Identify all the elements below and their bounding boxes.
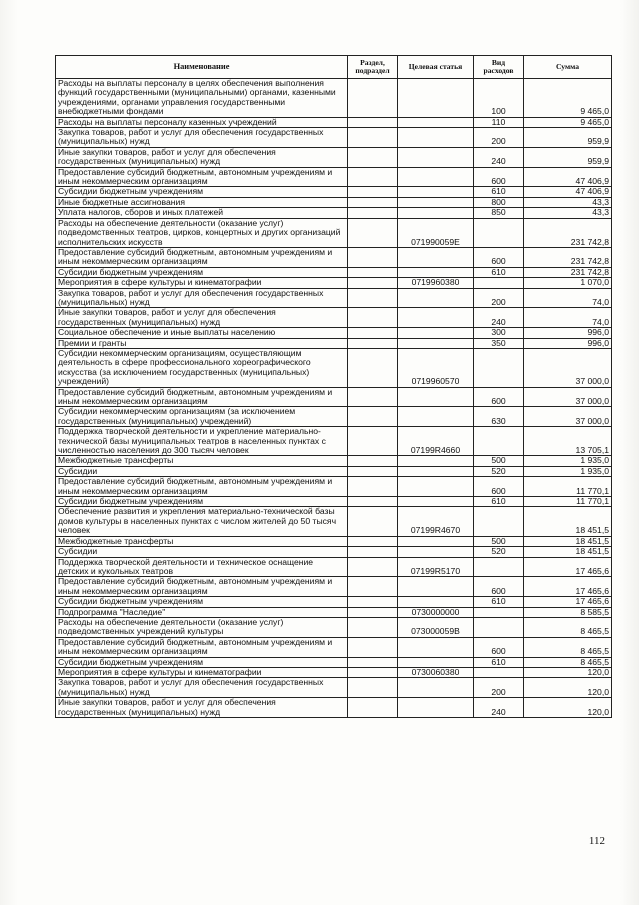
cell-section	[348, 617, 398, 637]
cell-name: Предоставление субсидий бюджетным, автономным учреждениям и иным некоммерческим организациям	[56, 577, 348, 597]
cell-section	[348, 507, 398, 536]
cell-target	[398, 79, 474, 118]
cell-target	[398, 387, 474, 407]
cell-target	[398, 288, 474, 308]
cell-sum: 17 465,6	[524, 597, 612, 607]
page-number: 112	[588, 835, 605, 847]
table-row	[56, 278, 612, 288]
cell-type: 600	[474, 477, 524, 497]
cell-type: 850	[474, 208, 524, 218]
cell-target	[398, 678, 474, 698]
table-row	[56, 466, 612, 476]
cell-target: 0719960380	[398, 278, 474, 288]
cell-sum: 231 742,8	[524, 267, 612, 277]
cell-section	[348, 536, 398, 546]
cell-name: Расходы на обеспечение деятельности (оказание услуг) подведомственных учреждений культуры	[56, 617, 348, 637]
cell-type	[474, 427, 524, 456]
header-sum: Сумма	[524, 56, 612, 79]
cell-sum: 1 935,0	[524, 466, 612, 476]
cell-name: Субсидии бюджетным учреждениям	[56, 497, 348, 507]
cell-sum: 1 070,0	[524, 278, 612, 288]
cell-name: Уплата налогов, сборов и иных платежей	[56, 208, 348, 218]
cell-type: 520	[474, 547, 524, 557]
table-row	[56, 497, 612, 507]
cell-sum: 959,9	[524, 128, 612, 148]
cell-target	[398, 208, 474, 218]
cell-section	[348, 328, 398, 338]
cell-name: Субсидии бюджетным учреждениям	[56, 187, 348, 197]
cell-section	[348, 597, 398, 607]
cell-name: Закупка товаров, работ и услуг для обеспечения государственных (муниципальных) нужд	[56, 678, 348, 698]
cell-sum: 17 465,6	[524, 577, 612, 597]
cell-type: 240	[474, 698, 524, 718]
cell-section	[348, 288, 398, 308]
table-row	[56, 187, 612, 197]
cell-name: Субсидии бюджетным учреждениям	[56, 597, 348, 607]
table-row	[56, 267, 612, 277]
cell-type: 600	[474, 387, 524, 407]
cell-sum: 47 406,9	[524, 167, 612, 187]
table-row	[56, 427, 612, 456]
cell-type: 240	[474, 308, 524, 328]
cell-name: Подпрограмма "Наследие"	[56, 607, 348, 617]
cell-sum: 8 585,5	[524, 607, 612, 617]
table-row	[56, 607, 612, 617]
cell-section	[348, 387, 398, 407]
cell-sum: 231 742,8	[524, 218, 612, 247]
cell-section	[348, 208, 398, 218]
table-row	[56, 557, 612, 577]
cell-target	[398, 547, 474, 557]
cell-sum: 120,0	[524, 678, 612, 698]
cell-target: 0719960570	[398, 348, 474, 387]
cell-section	[348, 187, 398, 197]
cell-target	[398, 698, 474, 718]
cell-section	[348, 657, 398, 667]
cell-name: Предоставление субсидий бюджетным, автономным учреждениям и иным некоммерческим организациям	[56, 167, 348, 187]
cell-target	[398, 247, 474, 267]
cell-type	[474, 667, 524, 677]
cell-section	[348, 667, 398, 677]
header-type: Вид расходов	[474, 56, 524, 79]
table-row	[56, 637, 612, 657]
header-section: Раздел, подраздел	[348, 56, 398, 79]
cell-target	[398, 267, 474, 277]
cell-section	[348, 167, 398, 187]
cell-name: Субсидии бюджетным учреждениям	[56, 657, 348, 667]
cell-sum: 11 770,1	[524, 477, 612, 497]
cell-section	[348, 477, 398, 497]
cell-target: 07199R4670	[398, 507, 474, 536]
cell-sum: 37 000,0	[524, 348, 612, 387]
table-row	[56, 507, 612, 536]
cell-sum: 1 935,0	[524, 456, 612, 466]
cell-section	[348, 607, 398, 617]
cell-name: Поддержка творческой деятельности и укрепление материально-технической базы муниципальных театров в населенных пунктах с численностью населения до 300 тысяч человек	[56, 427, 348, 456]
table-row	[56, 477, 612, 497]
cell-section	[348, 637, 398, 657]
cell-section	[348, 117, 398, 127]
cell-type: 200	[474, 678, 524, 698]
cell-target	[398, 167, 474, 187]
cell-type: 610	[474, 597, 524, 607]
cell-name: Предоставление субсидий бюджетным, автономным учреждениям и иным некоммерческим организациям	[56, 387, 348, 407]
cell-type	[474, 218, 524, 247]
table-row	[56, 288, 612, 308]
table-row	[56, 338, 612, 348]
cell-target	[398, 407, 474, 427]
cell-sum: 47 406,9	[524, 187, 612, 197]
cell-target	[398, 637, 474, 657]
cell-sum: 18 451,5	[524, 507, 612, 536]
header-name: Наименование	[56, 56, 348, 79]
table-row	[56, 128, 612, 148]
table-row	[56, 197, 612, 207]
cell-name: Субсидии некоммерческим организациям (за исключением государственных (муниципальных) учреждений)	[56, 407, 348, 427]
cell-name: Межбюджетные трансферты	[56, 536, 348, 546]
cell-sum: 37 000,0	[524, 407, 612, 427]
cell-type: 500	[474, 456, 524, 466]
table-row	[56, 597, 612, 607]
cell-type: 200	[474, 288, 524, 308]
cell-target	[398, 128, 474, 148]
cell-type: 610	[474, 497, 524, 507]
cell-name: Субсидии	[56, 547, 348, 557]
cell-section	[348, 308, 398, 328]
cell-type: 500	[474, 536, 524, 546]
table-body	[56, 79, 612, 718]
cell-target	[398, 597, 474, 607]
cell-type	[474, 507, 524, 536]
cell-name: Социальное обеспечение и иные выплаты населению	[56, 328, 348, 338]
cell-type: 600	[474, 247, 524, 267]
table-row	[56, 328, 612, 338]
cell-type: 600	[474, 577, 524, 597]
cell-section	[348, 466, 398, 476]
table-row	[56, 678, 612, 698]
cell-sum: 9 465,0	[524, 79, 612, 118]
cell-name: Субсидии	[56, 466, 348, 476]
table-row	[56, 667, 612, 677]
cell-target	[398, 466, 474, 476]
cell-type: 630	[474, 407, 524, 427]
cell-section	[348, 557, 398, 577]
table-header-row	[56, 56, 612, 79]
cell-name: Межбюджетные трансферты	[56, 456, 348, 466]
cell-name: Расходы на выплаты персоналу казенных учреждений	[56, 117, 348, 127]
cell-type: 600	[474, 167, 524, 187]
cell-target: 071990059Е	[398, 218, 474, 247]
table-row	[56, 456, 612, 466]
table-row	[56, 698, 612, 718]
cell-name: Иные закупки товаров, работ и услуг для обеспечения государственных (муниципальных) нужд	[56, 698, 348, 718]
cell-target	[398, 147, 474, 167]
cell-sum: 43,3	[524, 208, 612, 218]
table-row	[56, 547, 612, 557]
cell-target	[398, 338, 474, 348]
header-target: Целевая статья	[398, 56, 474, 79]
cell-type: 350	[474, 338, 524, 348]
cell-target	[398, 536, 474, 546]
cell-section	[348, 197, 398, 207]
cell-section	[348, 278, 398, 288]
table-row	[56, 79, 612, 118]
cell-type: 100	[474, 79, 524, 118]
cell-name: Закупка товаров, работ и услуг для обеспечения государственных (муниципальных) нужд	[56, 128, 348, 148]
cell-name: Премии и гранты	[56, 338, 348, 348]
cell-name: Иные закупки товаров, работ и услуг для обеспечения государственных (муниципальных) нужд	[56, 147, 348, 167]
cell-section	[348, 218, 398, 247]
cell-sum: 9 465,0	[524, 117, 612, 127]
cell-sum: 18 451,5	[524, 547, 612, 557]
table-row	[56, 247, 612, 267]
cell-type: 610	[474, 657, 524, 667]
cell-target: 07199R4660	[398, 427, 474, 456]
cell-name: Расходы на выплаты персоналу в целях обеспечения выполнения функций государственными (муниципальными) органами, казенными учреждениями, органами управления государственными внебюджетными фондами	[56, 79, 348, 118]
cell-section	[348, 79, 398, 118]
cell-sum: 996,0	[524, 338, 612, 348]
cell-type: 610	[474, 187, 524, 197]
cell-sum: 231 742,8	[524, 247, 612, 267]
cell-sum: 37 000,0	[524, 387, 612, 407]
cell-sum: 959,9	[524, 147, 612, 167]
cell-section	[348, 577, 398, 597]
table-row	[56, 387, 612, 407]
cell-name: Иные закупки товаров, работ и услуг для обеспечения государственных (муниципальных) нужд	[56, 308, 348, 328]
table-row	[56, 218, 612, 247]
cell-sum: 8 465,5	[524, 617, 612, 637]
cell-type	[474, 348, 524, 387]
cell-section	[348, 427, 398, 456]
cell-name: Предоставление субсидий бюджетным, автономным учреждениям и иным некоммерческим организациям	[56, 637, 348, 657]
cell-type: 800	[474, 197, 524, 207]
cell-sum: 120,0	[524, 667, 612, 677]
cell-name: Расходы на обеспечение деятельности (оказание услуг) подведомственных театров, цирков, концертных и других организаций исполнительских искусств	[56, 218, 348, 247]
cell-type: 110	[474, 117, 524, 127]
cell-name: Мероприятия в сфере культуры и кинематографии	[56, 667, 348, 677]
cell-name: Субсидии некоммерческим организациям, осуществляющим деятельность в сфере профессионального хореографического искусства (за исключением государственных (муниципальных) учреждений)	[56, 348, 348, 387]
cell-sum: 74,0	[524, 308, 612, 328]
cell-name: Субсидии бюджетным учреждениям	[56, 267, 348, 277]
cell-sum: 8 465,5	[524, 657, 612, 667]
table-row	[56, 308, 612, 328]
cell-type: 600	[474, 637, 524, 657]
cell-name: Обеспечение развития и укрепления материально-технической базы домов культуры в населенных пунктах с числом жителей до 50 тысяч человек	[56, 507, 348, 536]
cell-name: Предоставление субсидий бюджетным, автономным учреждениям и иным некоммерческим организациям	[56, 477, 348, 497]
cell-name: Поддержка творческой деятельности и техническое оснащение детских и кукольных театров	[56, 557, 348, 577]
cell-target	[398, 187, 474, 197]
cell-target: 07199R5170	[398, 557, 474, 577]
table-row	[56, 536, 612, 546]
cell-name: Закупка товаров, работ и услуг для обеспечения государственных (муниципальных) нужд	[56, 288, 348, 308]
cell-target	[398, 197, 474, 207]
cell-target: 073000059В	[398, 617, 474, 637]
cell-sum: 18 451,5	[524, 536, 612, 546]
cell-type: 610	[474, 267, 524, 277]
cell-type: 300	[474, 328, 524, 338]
cell-sum: 120,0	[524, 698, 612, 718]
cell-section	[348, 698, 398, 718]
cell-name: Мероприятия в сфере культуры и кинематографии	[56, 278, 348, 288]
cell-section	[348, 678, 398, 698]
cell-sum: 13 705,1	[524, 427, 612, 456]
table-row	[56, 657, 612, 667]
cell-type: 520	[474, 466, 524, 476]
cell-section	[348, 267, 398, 277]
table-row	[56, 348, 612, 387]
cell-section	[348, 147, 398, 167]
cell-type	[474, 607, 524, 617]
cell-target	[398, 657, 474, 667]
table-row	[56, 208, 612, 218]
cell-section	[348, 128, 398, 148]
cell-sum: 74,0	[524, 288, 612, 308]
cell-type	[474, 557, 524, 577]
cell-type: 240	[474, 147, 524, 167]
cell-target: 0730000000	[398, 607, 474, 617]
cell-type	[474, 278, 524, 288]
cell-name: Предоставление субсидий бюджетным, автономным учреждениям и иным некоммерческим организациям	[56, 247, 348, 267]
table-row	[56, 407, 612, 427]
cell-sum: 996,0	[524, 328, 612, 338]
cell-sum: 8 465,5	[524, 637, 612, 657]
cell-section	[348, 497, 398, 507]
cell-target	[398, 117, 474, 127]
cell-sum: 43,3	[524, 197, 612, 207]
cell-type: 200	[474, 128, 524, 148]
cell-target	[398, 456, 474, 466]
table-row	[56, 167, 612, 187]
cell-target	[398, 577, 474, 597]
table-row	[56, 577, 612, 597]
table-row	[56, 617, 612, 637]
cell-target	[398, 328, 474, 338]
cell-sum: 17 465,6	[524, 557, 612, 577]
table-row	[56, 117, 612, 127]
cell-name: Иные бюджетные ассигнования	[56, 197, 348, 207]
cell-section	[348, 338, 398, 348]
cell-sum: 11 770,1	[524, 497, 612, 507]
cell-section	[348, 247, 398, 267]
cell-target	[398, 308, 474, 328]
cell-target: 0730060380	[398, 667, 474, 677]
cell-type	[474, 617, 524, 637]
cell-section	[348, 407, 398, 427]
cell-section	[348, 456, 398, 466]
cell-section	[348, 547, 398, 557]
cell-section	[348, 348, 398, 387]
table-row	[56, 147, 612, 167]
budget-table	[55, 55, 612, 718]
cell-target	[398, 497, 474, 507]
cell-target	[398, 477, 474, 497]
